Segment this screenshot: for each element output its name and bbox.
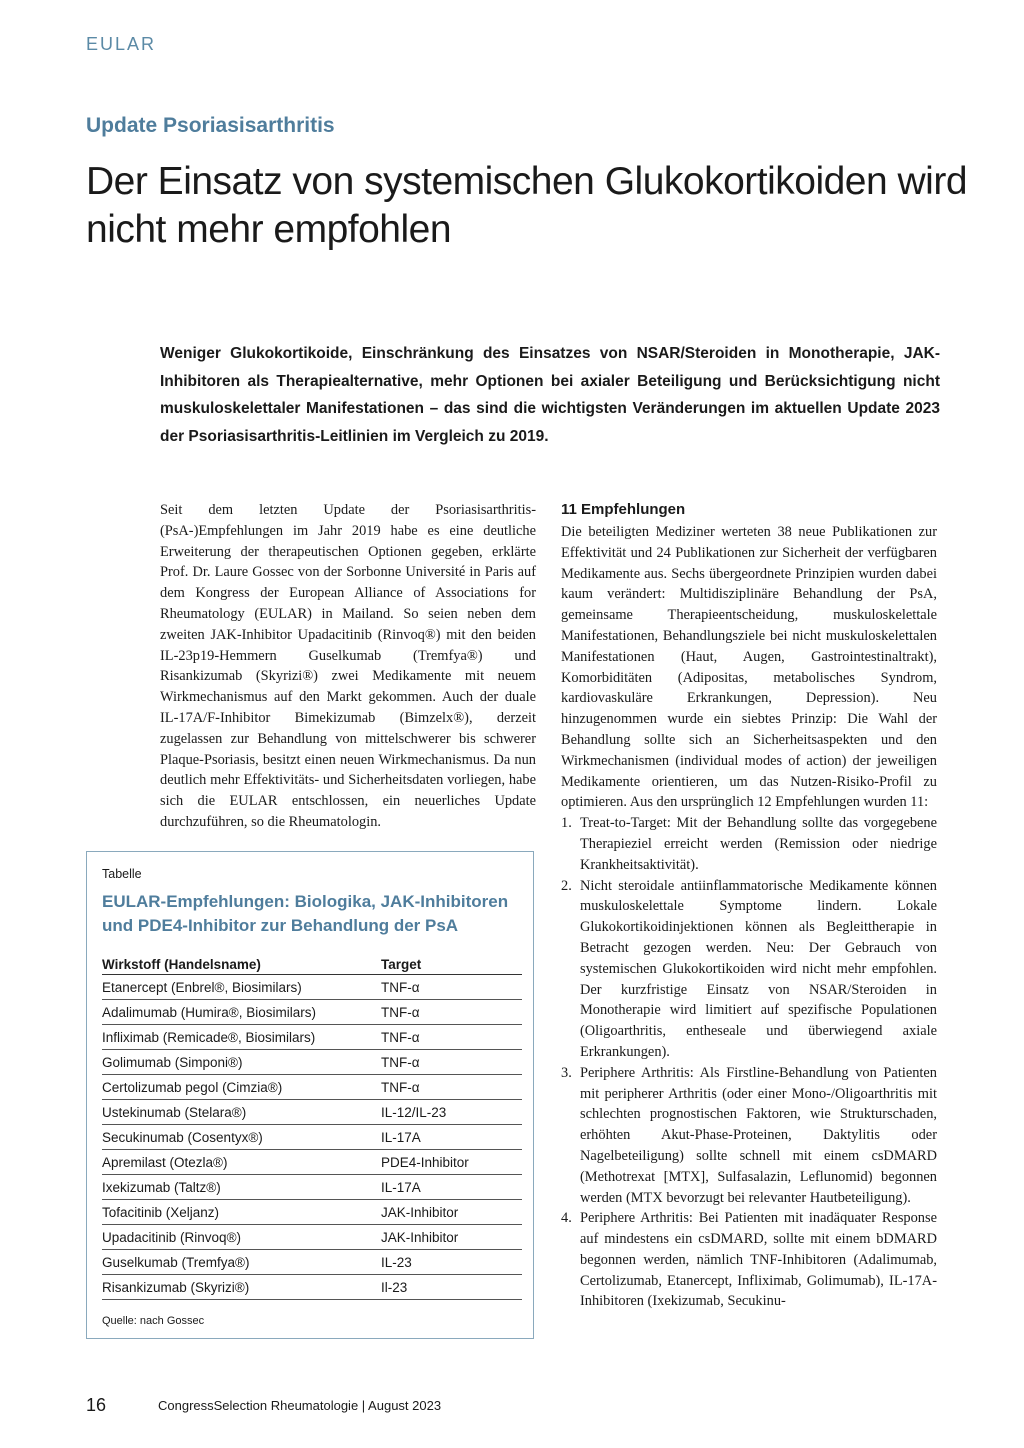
column-header-drug: Wirkstoff (Handelsname) [102, 954, 381, 975]
table-row [102, 1000, 522, 1025]
target-cell: TNF-α [381, 1075, 522, 1100]
drug-table [102, 954, 522, 1300]
table-row [102, 1200, 522, 1225]
table-source: Quelle: nach Gossec [102, 1315, 205, 1327]
list-item-text: Treat-to-Target: Mit der Behandlung sollte das vorgegebene Therapieziel erreicht werden (Remission oder niedrige Krankheitsaktivität). [580, 815, 937, 873]
target-cell: TNF-α [381, 1050, 522, 1075]
target-cell: JAK-Inhibitor [381, 1225, 522, 1250]
target-cell: IL-23 [381, 1250, 522, 1275]
section-paragraph: Die beteiligten Mediziner werteten 38 neue Publikationen zur Effektivität und 24 Publikationen zur Sicherheit der verfügbaren Medikamente aus. Sechs übergeordnete Prinzipien wurden dabei kaum verändert: Multidisziplinäre Behandlung der PsA, gemeinsame Therapieentscheidung, muskuloskelettale Manifestationen, Behandlungsziele bei nicht muskuloskelettalen Manifestationen (Haut, Augen, Gastrointestinaltrakt), Komorbiditäten (Adipositas, metabolisches Syndrom, kardiovaskuläre Erkrankungen, Depression). Neu hinzugenommen wurde ein siebtes Prinzip: Die Wahl der Behandlung sollte sich an Sicherheitsaspekten und den Wirkmechanismen (individual modes of action) der jeweiligen Medikamente orientieren, um das Nutzen-Risiko-Profil zu optimieren. Aus den ursprünglich 12 Empfehlungen wurden 11: [561, 524, 937, 811]
list-item-number: 1. [561, 815, 572, 832]
target-cell: Il-23 [381, 1275, 522, 1300]
list-item [561, 813, 937, 875]
table-row [102, 1150, 522, 1175]
list-item [561, 876, 937, 1063]
drug-cell: Adalimumab (Humira®, Biosimilars) [102, 1000, 381, 1025]
section-subhead: 11 Empfehlungen [561, 501, 686, 518]
list-item-number: 3. [561, 1064, 572, 1081]
drug-cell: Ustekinumab (Stelara®) [102, 1100, 381, 1125]
drug-cell: Upadacitinib (Rinvoq®) [102, 1225, 381, 1250]
drug-cell: Golimumab (Simponi®) [102, 1050, 381, 1075]
page-number: 16 [86, 1395, 107, 1415]
table-label: Tabelle [102, 867, 142, 881]
article-headline: Der Einsatz von systemischen Glukokortikoiden wird nicht mehr empfohlen [86, 160, 968, 251]
target-cell: JAK-Inhibitor [381, 1200, 522, 1225]
list-item [561, 1208, 937, 1312]
table-row [102, 1275, 522, 1300]
table-row [102, 1100, 522, 1125]
drug-cell: Apremilast (Otezla®) [102, 1150, 381, 1175]
footer-publication: CongressSelection Rheumatologie | August 2023 [158, 1398, 442, 1413]
drug-cell: Ixekizumab (Taltz®) [102, 1175, 381, 1200]
right-column [561, 500, 937, 1312]
table-row [102, 1050, 522, 1075]
target-cell: PDE4-Inhibitor [381, 1150, 522, 1175]
target-cell: TNF-α [381, 975, 522, 1000]
list-item-text: Periphere Arthritis: Bei Patienten mit inadäquater Response auf mindestens ein csDMARD, sollte mit einem bDMARD begonnen werden, nämlich TNF-Inhibitoren (Adalimumab, Certolizumab, Etanercept, Infliximab, Golimumab), IL-17A-Inhibitoren (Ixekizumab, Secukinu- [580, 1210, 937, 1310]
table-header-row [102, 954, 522, 975]
list-item [561, 1063, 937, 1209]
list-item-number: 4. [561, 1210, 572, 1227]
table-row [102, 1125, 522, 1150]
list-item-number: 2. [561, 877, 572, 894]
list-item-text: Periphere Arthritis: Als Firstline-Behandlung von Patienten mit peripherer Arthritis (oder einer Mono-/Oligoarthritis mit schlechten prognostischen Faktoren, wie Strukturschaden, erhöhten Akut-Phase-Proteinen, Daktylitis oder Nagelbeteiligung) sollte schnell mit einem csDMARD (Methotrexat [MTX], Sulfasalazin, Leflunomid) begonnen werden (MTX bevorzugt bei relevanter Hautbeteiligung). [580, 1064, 937, 1206]
table-title: EULAR-Empfehlungen: Biologika, JAK-Inhibitoren und PDE4-Inhibitor zur Behandlung der PsA [102, 892, 509, 935]
table-row [102, 1175, 522, 1200]
table-row [102, 1075, 522, 1100]
target-cell: IL-12/IL-23 [381, 1100, 522, 1125]
target-cell: TNF-α [381, 1000, 522, 1025]
drug-cell: Etanercept (Enbrel®, Biosimilars) [102, 975, 381, 1000]
article-lead: Weniger Glukokortikoide, Einschränkung des Einsatzes von NSAR/Steroiden in Monotherapie, JAK-Inhibitoren als Therapiealternative, mehr Optionen bei axialer Beteiligung und Berücksichtigung nicht muskuloskelettaler Manifestationen – das sind die wichtigsten Veränderungen im aktuellen Update 2023 der Psoriasisarthritis-Leitlinien im Vergleich zu 2019. [160, 345, 940, 445]
drug-cell: Guselkumab (Tremfya®) [102, 1250, 381, 1275]
drug-cell: Secukinumab (Cosentyx®) [102, 1125, 381, 1150]
list-item-text: Nicht steroidale antiinflammatorische Medikamente können muskuloskelettale Symptome lindern. Lokale Glukokortikoidinjektionen können als Begleittherapie in Betracht gezogen werden. Neu: Der Gebrauch von systemischen Glukokortikoiden wird nicht mehr empfohlen. Der kurzfristige Einsatz von NSAR/Steroiden in Monotherapie wird limitiert auf spezifische Populationen (Oligoarthritis, entheseale und überwiegend axiale Erkrankungen). [580, 877, 937, 1060]
drug-cell: Infliximab (Remicade®, Biosimilars) [102, 1025, 381, 1050]
target-cell: TNF-α [381, 1025, 522, 1050]
table-row [102, 1025, 522, 1050]
drug-cell: Tofacitinib (Xeljanz) [102, 1200, 381, 1225]
table-row [102, 975, 522, 1000]
target-cell: IL-17A [381, 1125, 522, 1150]
recommendation-list [561, 813, 937, 1312]
table-row [102, 1225, 522, 1250]
table-box [86, 851, 534, 1339]
target-cell: IL-17A [381, 1175, 522, 1200]
drug-cell: Certolizumab pegol (Cimzia®) [102, 1075, 381, 1100]
intro-paragraph: Seit dem letzten Update der Psoriasisarthritis-(PsA-)Empfehlungen im Jahr 2019 habe es eine deutliche Erweiterung der therapeutischen Optionen gegeben, erklärte Prof. Dr. Laure Gossec von der Sorbonne Université in Paris auf dem Kongress der European Alliance of Associations for Rheumatology (EULAR) in Mailand. So seien neben dem zweiten JAK-Inhibitor Upadacitinib (Rinvoq®) mit den beiden IL-23p19-Hemmern Guselkumab (Tremfya®) und Risankizumab (Skyrizi®) zwei Medikamente mit neuem Wirkmechanismus auf den Markt gekommen. Auch der duale IL-17A/F-Inhibitor Bimekizumab (Bimzelx®), derzeit zugelassen zur Behandlung von mittelschwerer bis schwerer Plaque-Psoriasis, besitzt einen neuen Wirkmechanismus. Da nun deutlich mehr Effektivitäts- und Sicherheitsdaten vorliegen, habe sich die EULAR entschlossen, ein neuerliches Update durchzuführen, so die Rheumatologin. [160, 502, 536, 830]
table-row [102, 1250, 522, 1275]
drug-cell: Risankizumab (Skyrizi®) [102, 1275, 381, 1300]
column-header-target: Target [381, 954, 522, 975]
section-tag: EULAR [86, 34, 157, 54]
article-kicker: Update Psoriasisarthritis [86, 114, 335, 137]
